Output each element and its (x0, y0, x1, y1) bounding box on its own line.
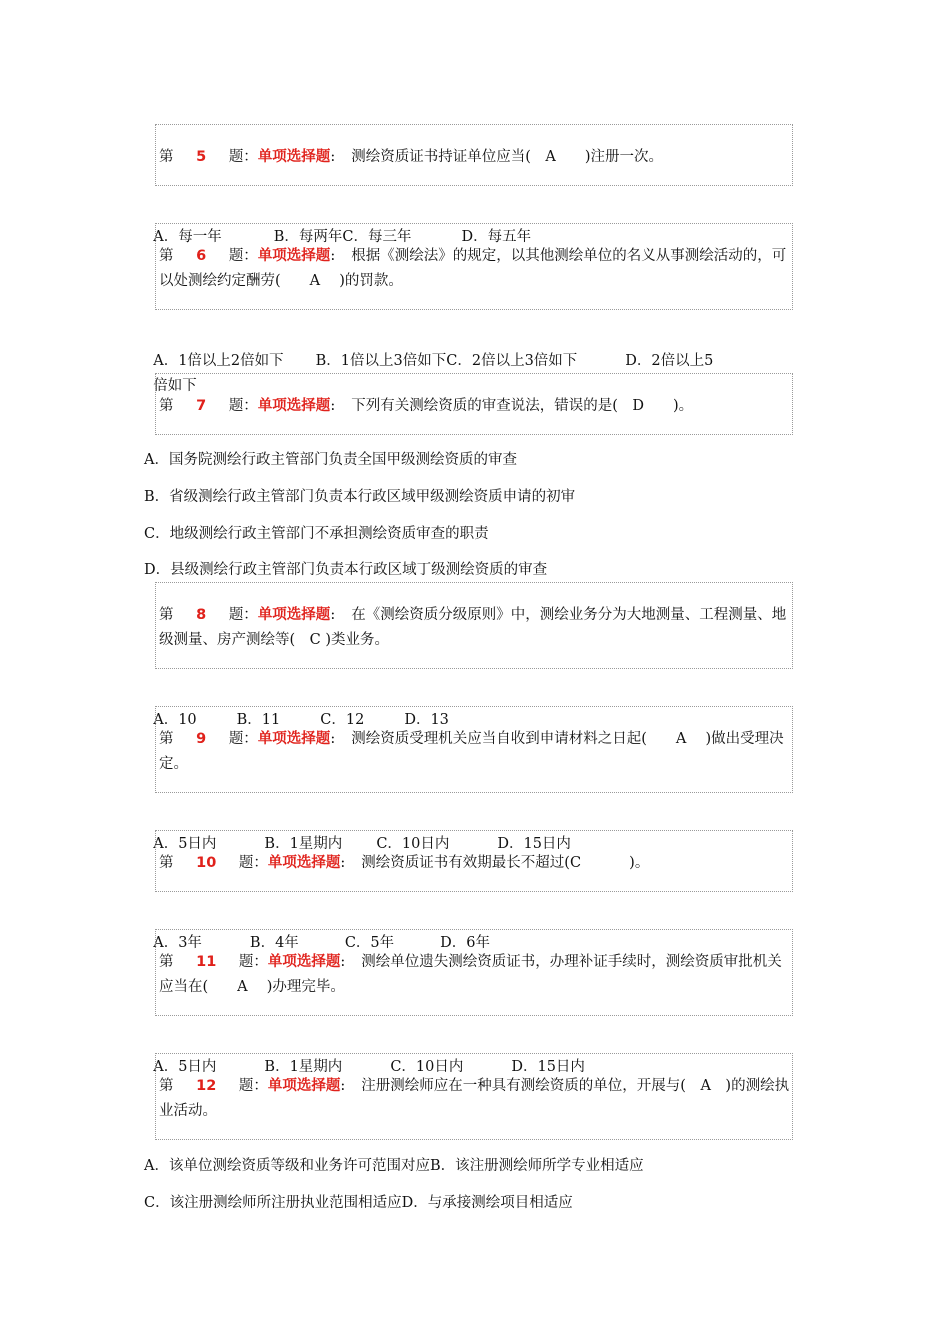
question-suffix: 题： (228, 731, 258, 747)
option: D．15日内 (497, 836, 571, 852)
option: B．1星期内 (264, 836, 343, 852)
option: A．国务院测绘行政主管部门负责全国甲级测绘资质的审查 (144, 452, 517, 468)
option: A．3年 (153, 935, 202, 951)
option: B．1倍以上3倍如下C．2倍以上3倍如下 (315, 353, 578, 369)
option: C．5年 (344, 935, 395, 951)
option: C．地级测绘行政主管部门不承担测绘资质审查的职责 (144, 526, 489, 542)
option: D．6年 (440, 935, 490, 951)
question-number: 12 (196, 1078, 217, 1094)
option: D．每五年 (461, 229, 532, 245)
question-5-box (155, 124, 793, 186)
question-text: 注册测绘师应在一种具有测绘资质的单位，开展与( A )的测绘执业活动。 (159, 1078, 790, 1119)
question-type: 单项选择题 (257, 607, 331, 623)
question-text: 下列有关测绘资质的审查说法，错误的是( D )。 (351, 398, 694, 414)
question-type: 单项选择题 (267, 954, 341, 970)
question-type: 单项选择题 (267, 1078, 341, 1094)
question-10-box (155, 830, 793, 892)
option: B．1星期内 (264, 1059, 343, 1075)
question-text: 在《测绘资质分级原则》中，测绘业务分为大地测量、工程测量、地级测量、房产测绘等( C )类业务。 (159, 607, 787, 648)
option: A．5日内 (153, 836, 217, 852)
option: A．1倍以上2倍如下 (153, 353, 284, 369)
question-number: 5 (196, 149, 207, 165)
question-suffix: 题： (228, 149, 258, 165)
question-9-box (155, 706, 793, 793)
option: C．该注册测绘师所注册执业范围相适应D．与承接测绘项目相适应 (144, 1195, 573, 1211)
colon: : (340, 954, 346, 970)
question-8-box (155, 582, 793, 669)
option: D．县级测绘行政主管部门负责本行政区域丁级测绘资质的审查 (144, 562, 548, 578)
option: A．每一年 (153, 229, 222, 245)
question-text: 测绘资质受理机关应当自收到申请材料之日起( A )做出受理决定。 (159, 731, 784, 772)
colon: : (330, 248, 336, 264)
question-type: 单项选择题 (257, 398, 331, 414)
question-suffix: 题： (238, 954, 268, 970)
question-type: 单项选择题 (257, 149, 331, 165)
option: A．5日内 (153, 1059, 217, 1075)
option: D．15日内 (511, 1059, 585, 1075)
colon: : (330, 607, 336, 623)
option: C．10日内 (376, 836, 450, 852)
question-prefix: 第 (159, 398, 174, 414)
option: A．该单位测绘资质等级和业务许可范围对应B．该注册测绘师所学专业相适应 (144, 1158, 644, 1174)
colon: : (330, 731, 336, 747)
question-type: 单项选择题 (257, 731, 331, 747)
question-prefix: 第 (159, 855, 174, 871)
question-text: 测绘单位遗失测绘资质证书，办理补证手续时，测绘资质审批机关应当在( A )办理完毕。 (159, 954, 782, 995)
question-7-box (155, 373, 793, 435)
question-number: 6 (196, 248, 207, 264)
option: 倍如下 (153, 378, 197, 394)
question-12-box (155, 1053, 793, 1140)
option: B．4年 (249, 935, 299, 951)
question-suffix: 题： (228, 248, 258, 264)
question-text: 测绘资质证书持证单位应当( A )注册一次。 (351, 149, 663, 165)
question-suffix: 题： (228, 398, 258, 414)
question-text: 测绘资质证书有效期最长不超过(C )。 (361, 855, 650, 871)
option: D．13 (404, 712, 449, 728)
question-suffix: 题： (228, 607, 258, 623)
option: C．12 (320, 712, 365, 728)
option: B．省级测绘行政主管部门负责本行政区域甲级测绘资质申请的初审 (144, 489, 576, 505)
question-number: 10 (196, 855, 217, 871)
question-prefix: 第 (159, 954, 174, 970)
question-11-box (155, 929, 793, 1016)
option: D．2倍以上5 (625, 353, 714, 369)
colon: : (340, 855, 346, 871)
option: B．每两年C．每三年 (273, 229, 412, 245)
question-suffix: 题： (238, 1078, 268, 1094)
question-number: 11 (196, 954, 217, 970)
question-prefix: 第 (159, 607, 174, 623)
colon: : (330, 398, 336, 414)
question-prefix: 第 (159, 248, 174, 264)
colon: : (330, 149, 336, 165)
option: B．11 (236, 712, 281, 728)
question-prefix: 第 (159, 731, 174, 747)
question-type: 单项选择题 (257, 248, 331, 264)
question-number: 8 (196, 607, 207, 623)
question-text: 根据《测绘法》的规定，以其他测绘单位的名义从事测绘活动的，可以处测绘约定酬劳( A )的罚款。 (159, 248, 787, 289)
question-suffix: 题： (238, 855, 268, 871)
question-number: 9 (196, 731, 207, 747)
option: A．10 (153, 712, 197, 728)
question-type: 单项选择题 (267, 855, 341, 871)
colon: : (340, 1078, 346, 1094)
question-number: 7 (196, 398, 207, 414)
question-6-box (155, 223, 793, 310)
question-prefix: 第 (159, 1078, 174, 1094)
option: C．10日内 (390, 1059, 464, 1075)
question-prefix: 第 (159, 149, 174, 165)
